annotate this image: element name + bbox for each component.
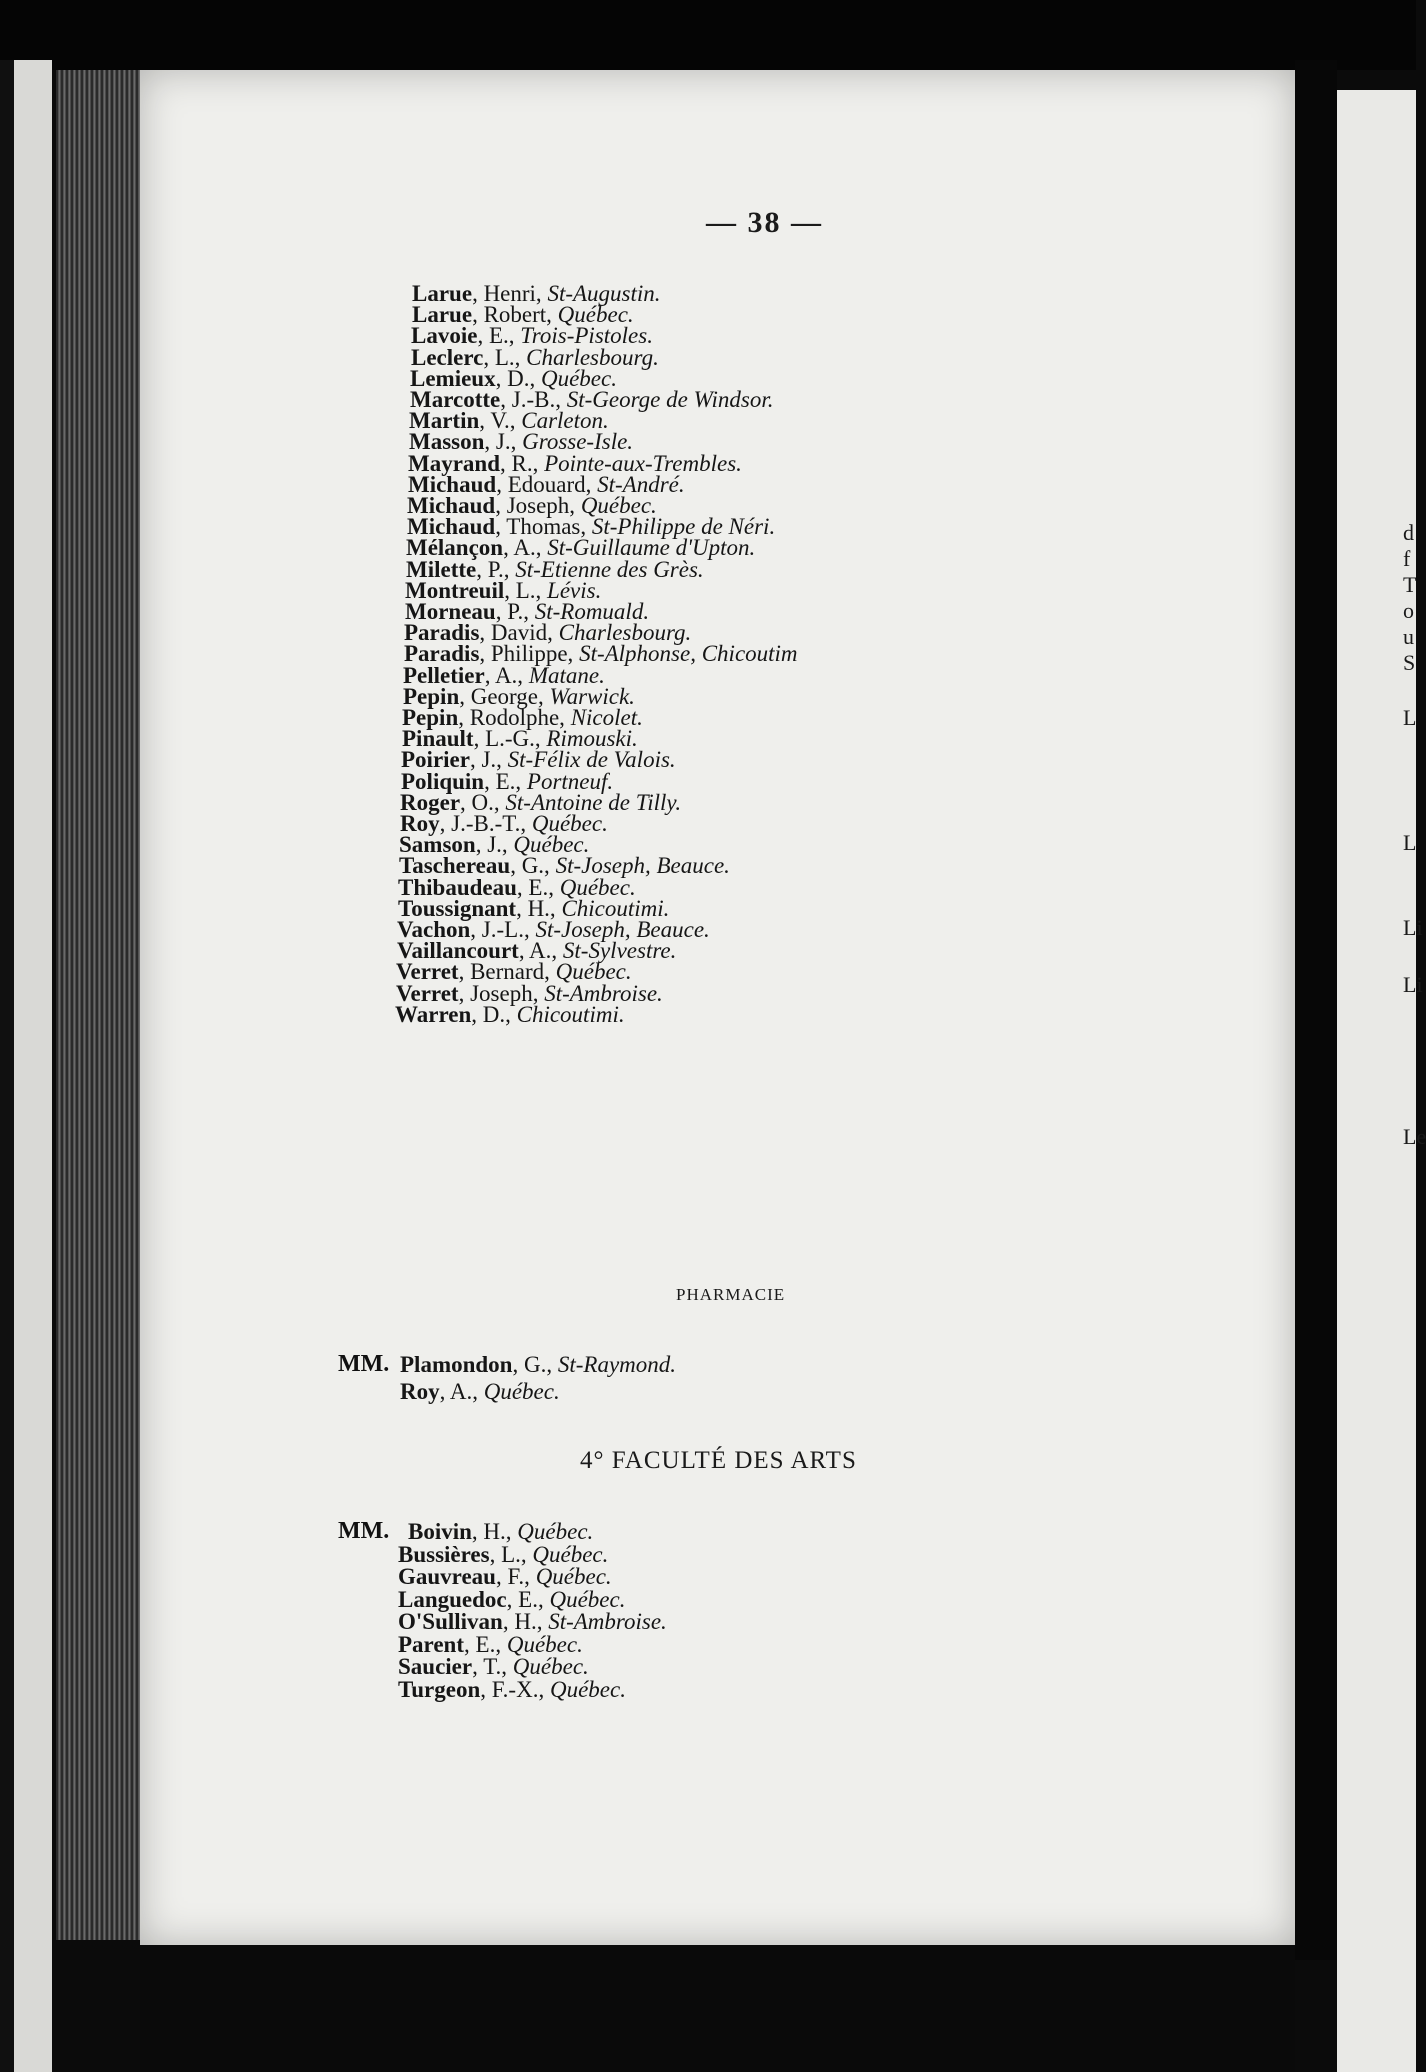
entry-name: Larue — [412, 302, 473, 328]
entry-name: Masson — [409, 429, 485, 455]
entry-given-name: , J.-B., — [500, 387, 567, 412]
entry-name: Boivin — [408, 1519, 472, 1544]
entry-name: Paradis — [404, 641, 480, 667]
entry-given-name: , A., — [484, 662, 529, 688]
entry-name: Michaud — [407, 514, 496, 540]
entry-place: Rimouski. — [546, 726, 638, 752]
entry-name: Gauvreau — [398, 1564, 496, 1589]
entry-given-name: , F., — [495, 1564, 536, 1589]
entry-place: Nicolet. — [570, 705, 643, 730]
entry-given-name: , Rodolphe, — [458, 705, 571, 730]
entry-place: St-Etienne des Grès. — [515, 556, 704, 582]
facing-text-fragment: Li — [1403, 972, 1423, 997]
entry-place: Québec. — [531, 811, 608, 836]
entry-name: Pepin — [402, 705, 459, 730]
entry-place: Québec. — [506, 1631, 583, 1657]
entry-place: Québec. — [540, 365, 617, 391]
entry-given-name: , Edouard, — [496, 471, 598, 497]
honorific-prefix: MM. — [338, 1518, 390, 1544]
entry-name: Roger — [400, 789, 461, 815]
entry-given-name: , E., — [484, 768, 527, 794]
entry-given-name: , J., — [484, 429, 523, 455]
entry-given-name: , L.-G., — [473, 726, 547, 752]
entry-name: Parent — [398, 1631, 465, 1657]
entry-given-name: , H., — [502, 1609, 549, 1634]
entry-place: Trois-Pistoles. — [520, 323, 653, 349]
entry-place: St-Félix de Valois. — [507, 747, 676, 773]
list-entry — [395, 1001, 625, 1028]
entry-name: Lavoie — [411, 323, 478, 349]
entry-given-name: , Robert, — [472, 302, 558, 328]
entry-given-name: , O., — [460, 789, 506, 815]
entry-name: Roy — [400, 811, 440, 836]
entry-name: Larue — [412, 281, 473, 306]
entry-name: Roy — [400, 1379, 440, 1404]
entry-place: Québec. — [535, 1564, 612, 1589]
entry-given-name: , P., — [495, 599, 535, 624]
entry-name: Warren — [395, 1001, 472, 1027]
entry-place: St-Guillaume d'Upton. — [547, 535, 756, 561]
entry-name: Toussignant — [398, 895, 517, 921]
entry-place: St-Alphonse, Chicoutim — [579, 641, 798, 667]
entry-given-name: , H., — [471, 1519, 518, 1544]
scan-left-shadow — [0, 60, 14, 2072]
entry-place: St-Joseph, Beauce. — [535, 917, 710, 942]
entry-place: Charlesbourg. — [558, 620, 692, 646]
entry-given-name: , F.-X., — [480, 1676, 550, 1702]
entry-place: Portneuf. — [526, 768, 614, 794]
honorific-prefix: MM. — [338, 1351, 390, 1377]
entry-name: Verret — [396, 959, 459, 985]
entry-given-name: , E., — [506, 1586, 550, 1612]
entry-place: St-Ambroise. — [548, 1609, 667, 1634]
entry-place: St-Joseph, Beauce. — [555, 853, 730, 879]
entry-name: Marcotte — [410, 387, 501, 412]
facing-text-fragment: S — [1403, 650, 1416, 675]
entry-given-name: , J., — [469, 747, 508, 773]
entry-given-name: , Bernard, — [458, 959, 556, 985]
entry-name: Milette — [406, 556, 477, 582]
entry-given-name: , A., — [439, 1379, 484, 1404]
book-page — [140, 70, 1295, 1945]
entry-given-name: , P., — [476, 556, 516, 582]
entry-place: Chicoutimi. — [561, 895, 670, 921]
entry-given-name: , E., — [516, 874, 560, 900]
entry-place: Matane. — [528, 662, 605, 688]
entry-name: Samson — [399, 832, 476, 858]
entry-place: Québec. — [557, 302, 634, 328]
entry-place: Chicoutimi. — [516, 1001, 625, 1027]
entry-place: Charlesbourg. — [526, 344, 659, 370]
facing-page-edge — [1337, 90, 1426, 2072]
list-entry — [400, 1351, 676, 1378]
entry-place: Québec. — [513, 832, 590, 858]
facing-text-fragment: T — [1403, 572, 1417, 597]
entry-given-name: , J.-B.-T., — [439, 811, 532, 836]
entry-name: Michaud — [407, 493, 496, 518]
entry-name: Leclerc — [411, 344, 484, 370]
entry-name: Poliquin — [401, 768, 485, 794]
entry-place: St-Romuald. — [534, 599, 650, 624]
entry-name: Michaud — [408, 471, 497, 497]
entry-place: Carleton. — [521, 408, 609, 434]
entry-place: St-George de Windsor. — [566, 387, 774, 412]
entry-given-name: , R., — [500, 450, 545, 476]
book-gutter — [1295, 60, 1337, 1960]
entry-given-name: , George, — [459, 683, 550, 709]
scan-top-margin — [0, 0, 1416, 70]
page-number: — 38 — — [706, 206, 823, 239]
facing-text-fragment: Le — [1403, 1124, 1426, 1149]
entry-given-name: , A., — [518, 938, 563, 964]
facing-text-fragment: u — [1403, 624, 1414, 649]
entry-place: Québec. — [549, 1676, 626, 1702]
entry-given-name: , J.-L., — [470, 917, 536, 942]
entry-place: St-André. — [597, 471, 685, 497]
section-heading-pharmacie: PHARMACIE — [676, 1285, 786, 1304]
entry-place: Québec. — [549, 1586, 626, 1612]
facing-text-fragment: d — [1403, 520, 1414, 545]
section-heading-arts: 4° FACULTÉ DES ARTS — [580, 1447, 857, 1474]
entry-given-name: , Thomas, — [495, 514, 592, 540]
facing-text-fragment: L — [1403, 830, 1417, 855]
entry-name: Lemieux — [410, 365, 496, 391]
entry-given-name: , L., — [489, 1541, 533, 1567]
entry-name: Poirier — [401, 747, 470, 773]
entry-name: Mélançon — [406, 535, 504, 561]
entry-name: Turgeon — [398, 1676, 481, 1702]
entry-name: Mayrand — [408, 450, 500, 476]
entry-given-name: , T., — [472, 1654, 513, 1679]
entry-place: St-Philippe de Néri. — [591, 514, 776, 540]
facing-text-fragment: Li — [1403, 915, 1423, 940]
entry-name: Vaillancourt — [397, 938, 519, 964]
entry-place: Québec. — [483, 1379, 560, 1404]
entry-given-name: , Joseph, — [458, 980, 545, 1006]
book-page-edges — [56, 70, 148, 1940]
entry-given-name: , L., — [504, 577, 548, 603]
entry-place: Québec. — [532, 1541, 609, 1567]
entry-name: Pinault — [402, 726, 474, 752]
scan-bottom-margin — [140, 1945, 1295, 2072]
entry-given-name: , Joseph, — [495, 493, 581, 518]
entry-name: Pepin — [403, 683, 460, 709]
entry-given-name: , J., — [475, 832, 514, 858]
entry-given-name: , A., — [503, 535, 548, 561]
entry-given-name: , H., — [516, 895, 562, 921]
entry-given-name: , D., — [495, 365, 541, 391]
entry-name: Martin — [409, 408, 480, 434]
entry-place: Warwick. — [549, 683, 635, 709]
entry-name: Paradis — [404, 620, 480, 646]
entry-place: St-Ambroise. — [544, 980, 663, 1006]
entry-name: Taschereau — [399, 853, 511, 879]
entry-given-name: , Philippe, — [479, 641, 580, 667]
entry-name: Verret — [396, 980, 459, 1006]
entry-place: St-Antoine de Tilly. — [505, 789, 682, 815]
entry-given-name: , V., — [479, 408, 522, 434]
entry-name: Vachon — [397, 917, 471, 942]
entry-given-name: , E., — [464, 1631, 507, 1657]
entry-name: Bussières — [398, 1541, 490, 1567]
entry-name: O'Sullivan — [398, 1609, 503, 1634]
entry-place: Québec. — [559, 874, 636, 900]
entry-place: Québec. — [580, 493, 657, 518]
entry-given-name: , Henri, — [472, 281, 548, 306]
entry-name: Pelletier — [403, 662, 485, 688]
entry-place: Québec. — [555, 959, 632, 985]
entry-place: Pointe-aux-Trembles. — [544, 450, 742, 476]
entry-place: Québec. — [512, 1654, 589, 1679]
entry-given-name: , G., — [510, 853, 556, 879]
entry-name: Plamondon — [400, 1352, 513, 1377]
entry-given-name: , G., — [512, 1352, 558, 1377]
entry-place: St-Augustin. — [547, 281, 661, 306]
entry-given-name: , L., — [483, 344, 527, 370]
list-entry — [400, 1378, 560, 1405]
list-entry — [398, 1676, 626, 1703]
facing-text-fragment: L — [1403, 705, 1417, 730]
entry-name: Saucier — [398, 1654, 473, 1679]
facing-text-fragment: o — [1403, 598, 1414, 623]
entry-place: Lévis. — [547, 577, 602, 603]
entry-place: St-Sylvestre. — [562, 938, 677, 964]
facing-text-fragment: f — [1403, 546, 1411, 571]
entry-place: Grosse-Isle. — [522, 429, 634, 455]
entry-given-name: , D., — [471, 1001, 517, 1027]
entry-place: Québec. — [517, 1519, 594, 1544]
entry-given-name: , David, — [479, 620, 559, 646]
entry-name: Languedoc — [398, 1586, 507, 1612]
entry-place: St-Raymond. — [557, 1352, 677, 1377]
entry-name: Morneau — [405, 599, 496, 624]
entry-name: Thibaudeau — [398, 874, 517, 900]
entry-name: Montreuil — [405, 577, 505, 603]
entry-given-name: , E., — [477, 323, 521, 349]
